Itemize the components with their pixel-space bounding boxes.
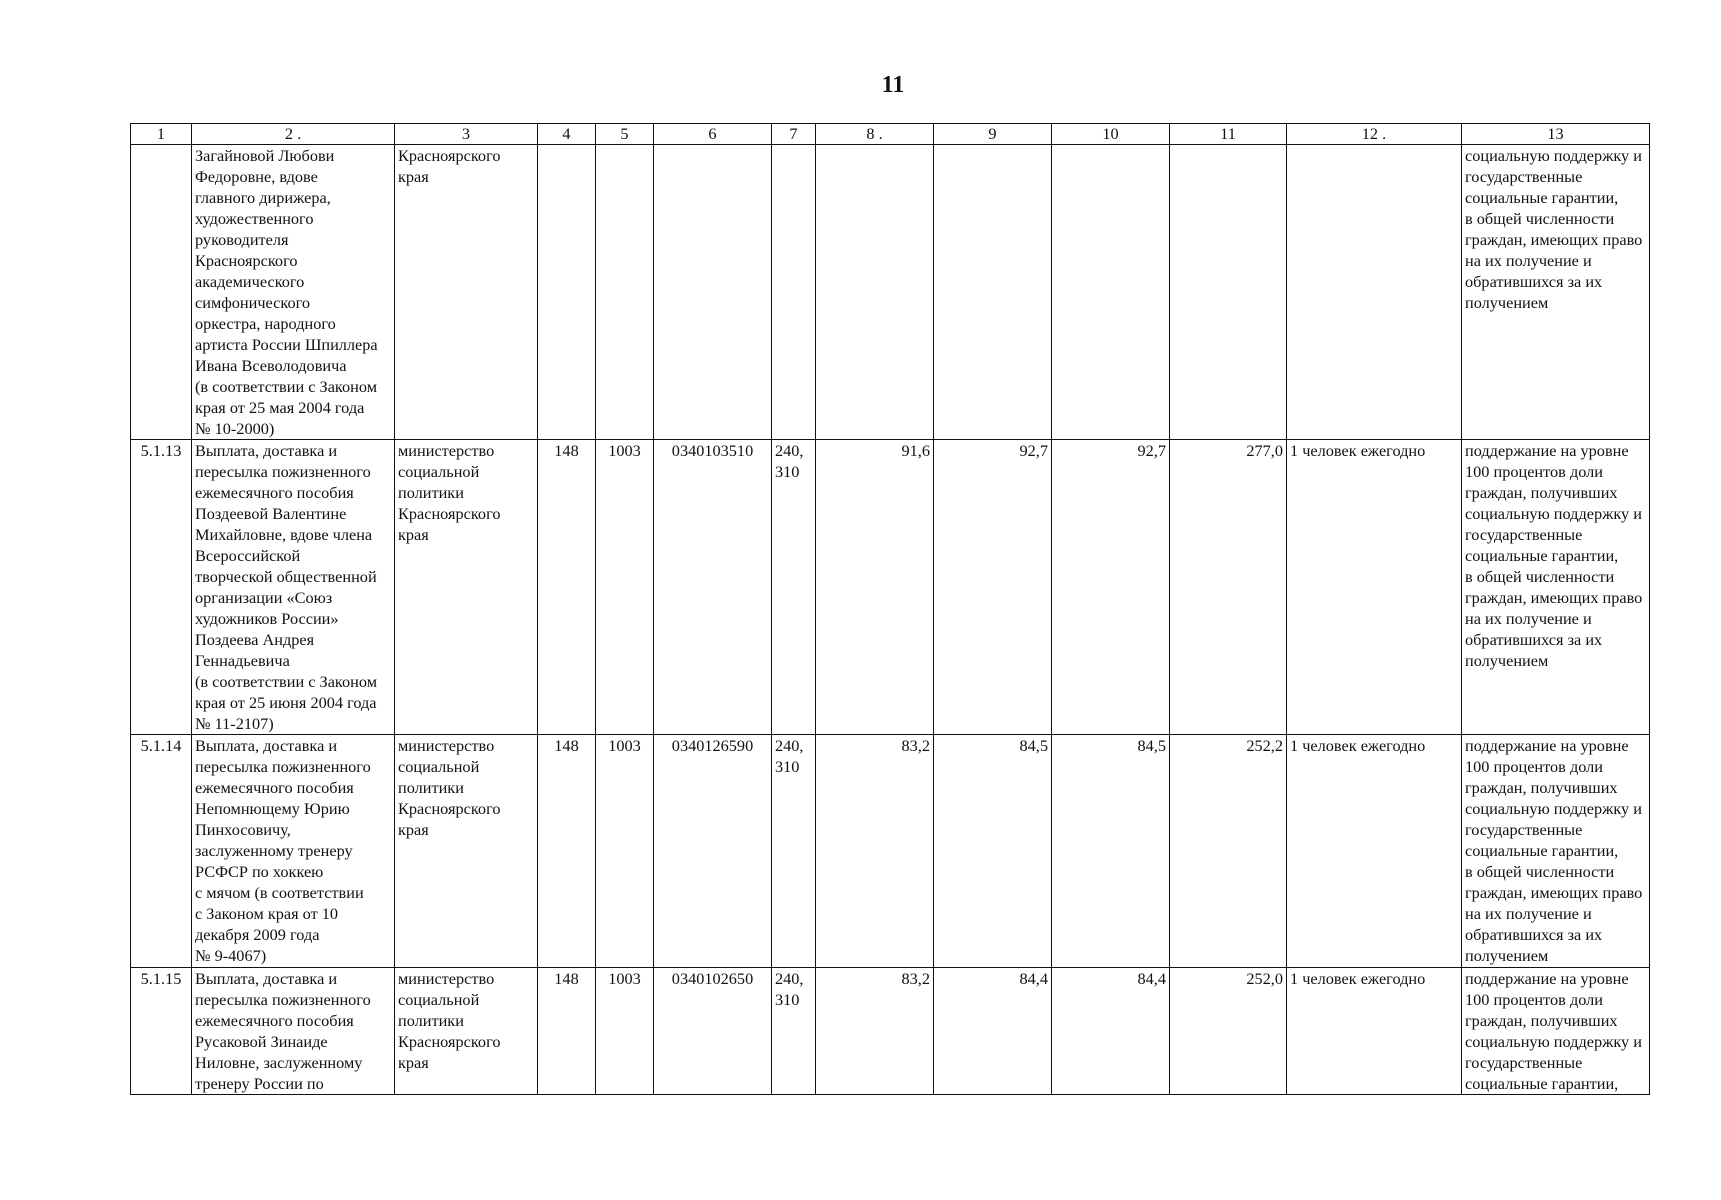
page-number: 11 xyxy=(881,72,905,98)
grbs-code: 148 xyxy=(538,735,596,968)
row-number: 5.1.14 xyxy=(131,735,192,968)
target-article-code: 0340102650 xyxy=(654,968,772,1095)
total-amount: 277,0 xyxy=(1170,440,1287,735)
column-number-cell: 11 xyxy=(1170,124,1287,145)
section-code xyxy=(596,145,654,440)
goal-indicator: социальную поддержку и государственные социальные гарантии, в общей численности граждан, имеющих право на их получение и обратившихся за их получением xyxy=(1462,145,1650,440)
year2-amount: 84,4 xyxy=(934,968,1052,1095)
measure-name: Загайновой Любови Федоровне, вдове главного дирижера, художественного руководителя Красноярского академического симфонического оркестра, народного артиста России Шпиллера Ивана Всеволодовича (в соответствии с Законом края от 25 мая 2004 года № 10-2000) xyxy=(192,145,395,440)
column-number-cell: 8 . xyxy=(816,124,934,145)
grbs-code: 148 xyxy=(538,440,596,735)
expense-type-code: 240, 310 xyxy=(772,735,816,968)
target-article-code: 0340103510 xyxy=(654,440,772,735)
section-code: 1003 xyxy=(596,968,654,1095)
table-row xyxy=(131,735,1650,968)
expected-result xyxy=(1287,145,1462,440)
year3-amount: 84,4 xyxy=(1052,968,1170,1095)
expense-type-code xyxy=(772,145,816,440)
column-number-cell: 10 xyxy=(1052,124,1170,145)
year1-amount: 91,6 xyxy=(816,440,934,735)
responsible-agency: министерство социальной политики Красноярского края xyxy=(395,735,538,968)
column-number-cell: 6 xyxy=(654,124,772,145)
year1-amount: 83,2 xyxy=(816,968,934,1095)
year3-amount: 84,5 xyxy=(1052,735,1170,968)
column-number-cell: 7 xyxy=(772,124,816,145)
grbs-code: 148 xyxy=(538,968,596,1095)
total-amount: 252,0 xyxy=(1170,968,1287,1095)
section-code: 1003 xyxy=(596,735,654,968)
column-number-row xyxy=(131,124,1650,145)
measure-name: Выплата, доставка и пересылка пожизненного ежемесячного пособия Непомнющему Юрию Пинхосовичу, заслуженному тренеру РСФСР по хоккею с мячом (в соответствии с Законом края от 10 декабря 2009 года № 9-4067) xyxy=(192,735,395,968)
goal-indicator: поддержание на уровне 100 процентов доли граждан, получивших социальную поддержку и государственные социальные гарантии, в общей численности граждан, имеющих право на их получение и обратившихся за их получением xyxy=(1462,735,1650,968)
year1-amount xyxy=(816,145,934,440)
section-code: 1003 xyxy=(596,440,654,735)
year2-amount: 92,7 xyxy=(934,440,1052,735)
expected-result: 1 человек ежегодно xyxy=(1287,440,1462,735)
expected-result: 1 человек ежегодно xyxy=(1287,968,1462,1095)
row-number: 5.1.15 xyxy=(131,968,192,1095)
column-number-cell: 13 xyxy=(1462,124,1650,145)
column-number-cell: 9 xyxy=(934,124,1052,145)
goal-indicator: поддержание на уровне 100 процентов доли граждан, получивших социальную поддержку и государственные социальные гарантии, xyxy=(1462,968,1650,1095)
year2-amount: 84,5 xyxy=(934,735,1052,968)
column-number-cell: 5 xyxy=(596,124,654,145)
year3-amount xyxy=(1052,145,1170,440)
measure-name: Выплата, доставка и пересылка пожизненного ежемесячного пособия Поздеевой Валентине Михайловне, вдове члена Всероссийской творческой общественной организации «Союз художников России» Поздеева Андрея Геннадьевича (в соответствии с Законом края от 25 июня 2004 года № 11-2107) xyxy=(192,440,395,735)
year1-amount: 83,2 xyxy=(816,735,934,968)
expected-result: 1 человек ежегодно xyxy=(1287,735,1462,968)
table-row xyxy=(131,145,1650,440)
table-row xyxy=(131,968,1650,1095)
target-article-code xyxy=(654,145,772,440)
column-number-cell: 4 xyxy=(538,124,596,145)
column-number-cell: 2 . xyxy=(192,124,395,145)
responsible-agency: министерство социальной политики Красноярского края xyxy=(395,968,538,1095)
row-number: 5.1.13 xyxy=(131,440,192,735)
total-amount xyxy=(1170,145,1287,440)
goal-indicator: поддержание на уровне 100 процентов доли граждан, получивших социальную поддержку и государственные социальные гарантии, в общей численности граждан, имеющих право на их получение и обратившихся за их получением xyxy=(1462,440,1650,735)
year3-amount: 92,7 xyxy=(1052,440,1170,735)
total-amount: 252,2 xyxy=(1170,735,1287,968)
program-measures-table xyxy=(130,123,1650,1095)
expense-type-code: 240, 310 xyxy=(772,968,816,1095)
measure-name: Выплата, доставка и пересылка пожизненного ежемесячного пособия Русаковой Зинаиде Ниловне, заслуженному тренеру России по xyxy=(192,968,395,1095)
column-number-cell: 1 xyxy=(131,124,192,145)
grbs-code xyxy=(538,145,596,440)
responsible-agency: Красноярского края xyxy=(395,145,538,440)
column-number-cell: 12 . xyxy=(1287,124,1462,145)
responsible-agency: министерство социальной политики Красноярского края xyxy=(395,440,538,735)
row-number xyxy=(131,145,192,440)
expense-type-code: 240, 310 xyxy=(772,440,816,735)
column-number-cell: 3 xyxy=(395,124,538,145)
year2-amount xyxy=(934,145,1052,440)
target-article-code: 0340126590 xyxy=(654,735,772,968)
table-row xyxy=(131,440,1650,735)
